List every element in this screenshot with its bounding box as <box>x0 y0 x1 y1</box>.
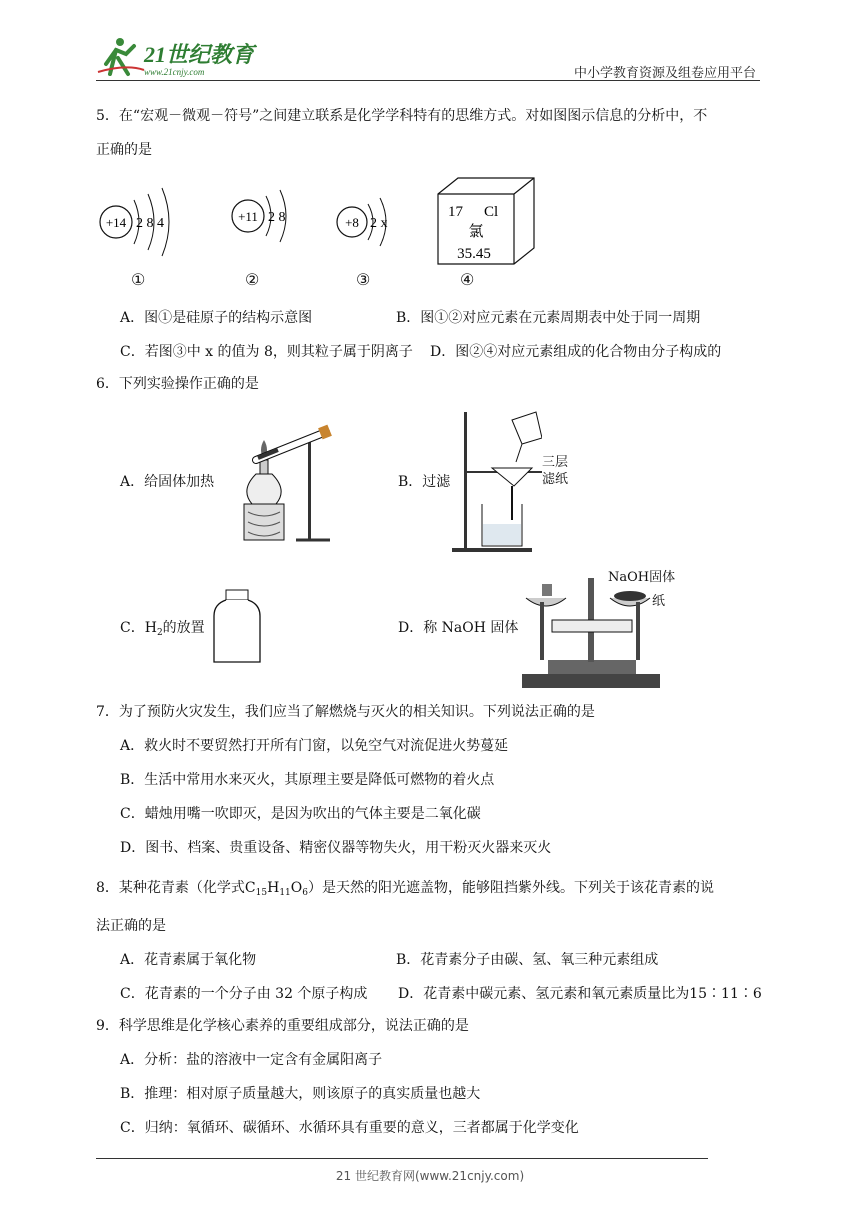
svg-text:+11: +11 <box>238 209 258 224</box>
q7-option-d: D．图书、档案、贵重设备、精密仪器等物失火，用干粉灭火器来灭火 <box>120 840 552 856</box>
q9-stem: 9．科学思维是化学核心素养的重要组成部分，说法正确的是 <box>96 1018 469 1034</box>
q6-option-a: A．给固体加热 <box>120 474 215 490</box>
q9-option-b: B．推理：相对原子质量越大，则该原子的真实质量也越大 <box>120 1086 481 1102</box>
q9-option-c: C．归纳：氧循环、碳循环、水循环具有重要的意义，三者都属于化学变化 <box>120 1120 579 1136</box>
q6-heating-apparatus <box>226 412 336 548</box>
svg-text:2 8 4: 2 8 4 <box>136 216 164 231</box>
q5-figure-3 <box>334 180 414 274</box>
q5-option-b: B．图①②对应元素在元素周期表中处于同一周期 <box>396 310 701 326</box>
q6-d-naoh-label: NaOH固体 <box>608 570 676 585</box>
site-logo <box>96 34 266 78</box>
q6-b-label-line2: 滤纸 <box>542 472 569 487</box>
q5-label-4: ④ <box>460 270 475 289</box>
q5-label-2: ② <box>245 270 260 289</box>
header-rule <box>96 80 760 81</box>
q6-d-paper-label: 纸 <box>652 594 666 609</box>
q6-gas-bottle <box>212 588 262 670</box>
q5-figure-2 <box>230 180 310 274</box>
q8-option-a: A．花青素属于氧化物 <box>120 952 257 968</box>
runner-icon <box>98 38 144 74</box>
svg-text:2 8: 2 8 <box>268 210 286 225</box>
q8-option-d: D．花青素中碳元素、氢元素和氧元素质量比为15∶11∶6 <box>398 986 762 1002</box>
q9-option-a: A．分析：盐的溶液中一定含有金属阳离子 <box>120 1052 383 1068</box>
svg-text:17: 17 <box>448 204 463 220</box>
logo-text: 21世纪教育 <box>144 42 255 67</box>
q6-stem: 6．下列实验操作正确的是 <box>96 376 259 392</box>
logo-url: www.21cnjy.com <box>144 67 205 77</box>
q6-balance <box>518 570 668 694</box>
q8-stem-line2: 法正确的是 <box>96 918 166 934</box>
q7-option-c: C．蜡烛用嘴一吹即灭，是因为吹出的气体主要是二氧化碳 <box>120 806 481 822</box>
q6-b-paper-label <box>542 454 568 488</box>
q6-filtration-apparatus <box>452 408 542 558</box>
q5-option-c: C．若图③中 x 的值为 8，则其粒子属于阴离子 <box>120 344 413 360</box>
platform-name: 中小学教育资源及组卷应用平台 <box>573 66 756 81</box>
q7-option-a: A．救火时不要贸然打开所有门窗，以免空气对流促进火势蔓延 <box>120 738 509 754</box>
q5-figure-1 <box>96 180 206 274</box>
q5-stem-line2: 正确的是 <box>96 142 152 158</box>
svg-text:35.45: 35.45 <box>457 246 491 262</box>
q5-option-a: A．图①是硅原子的结构示意图 <box>120 310 313 326</box>
svg-text:+8: +8 <box>345 215 359 230</box>
q8-stem-line1: 8．某种花青素（化学式$C_{15}H_{11}O_6$）是天然的阳光遮盖物，能够阻挡紫外线。下列关于该花青素的说 <box>96 880 714 898</box>
footer-rule <box>96 1158 708 1159</box>
q6-option-b: B．过滤 <box>398 474 451 490</box>
q6-b-label-line1: 三层 <box>542 455 569 470</box>
q5-stem-line1: 5．在“宏观－微观－符号”之间建立联系是化学学科特有的思维方式。对如图图示信息的分析中，不 <box>96 108 708 124</box>
svg-text:Cl: Cl <box>484 204 499 220</box>
q5-figure-4-element-cell <box>432 176 542 272</box>
svg-text:+14: +14 <box>105 215 127 230</box>
q7-stem: 7．为了预防火灾发生，我们应当了解燃烧与灭火的相关知识。下列说法正确的是 <box>96 704 595 720</box>
q5-option-d: D．图②④对应元素组成的化合物由分子构成的 <box>430 344 722 360</box>
q8-option-b: B．花青素分子由碳、氢、氧三种元素组成 <box>396 952 659 968</box>
q5-label-3: ③ <box>356 270 371 289</box>
footer-text: 21 世纪教育网(www.21cnjy.com) <box>335 1169 525 1183</box>
q8-option-c: C．花青素的一个分子由 32 个原子构成 <box>120 986 368 1002</box>
q5-label-1: ① <box>131 270 146 289</box>
q7-option-b: B．生活中常用水来灭火，其原理主要是降低可燃物的着火点 <box>120 772 495 788</box>
q6-option-d: D．称 NaOH 固体 <box>398 620 519 636</box>
q6-option-c: C．$H_2$的放置 <box>120 620 205 638</box>
svg-text:2 x: 2 x <box>370 216 388 231</box>
svg-text:氯: 氯 <box>468 224 484 240</box>
